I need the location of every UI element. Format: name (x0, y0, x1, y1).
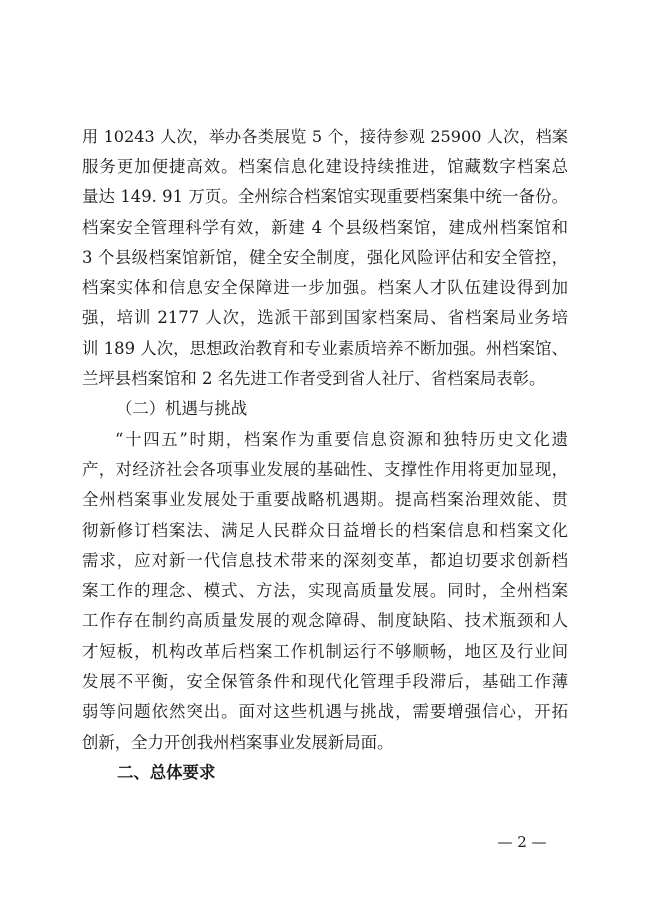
text-line: 发展不平衡，安全保管条件和现代化管理手段滞后，基础工作薄 (82, 672, 568, 691)
text-line: 全州档案事业发展处于重要战略机遇期。提高档案治理效能、贯 (82, 490, 568, 509)
text-line: 兰坪县档案馆和 2 名先进工作者受到省人社厅、省档案局表彰。 (82, 369, 546, 388)
text-line: 彻新修订档案法、满足人民群众日益增长的档案信息和档案文化 (82, 521, 568, 540)
text-line: 量达 149. 91 万页。全州综合档案馆实现重要档案集中统一备份。 (82, 187, 568, 206)
section-heading-opportunities-challenges: （二）机遇与挑战 (116, 399, 248, 418)
text-line: 强，培训 2177 人次，选派干部到国家档案局、省档案局业务培 (82, 308, 568, 327)
text-line: 才短板，机构改革后档案工作机制运行不够顺畅，地区及行业间 (82, 642, 568, 661)
text-line: “十四五”时期，档案作为重要信息资源和独特历史文化遗 (115, 430, 568, 449)
chapter-heading-overall-requirements: 二、总体要求 (117, 763, 216, 782)
text-line: 需求，应对新一代信息技术带来的深刻变革，都迫切要求创新档 (82, 551, 568, 570)
text-line: 用 10243 人次，举办各类展览 5 个，接待参观 25900 人次，档案 (82, 127, 568, 146)
page-number: — 2 — (497, 833, 547, 851)
text-line: 产，对经济社会各项事业发展的基础性、支撑性作用将更加显现， (82, 460, 568, 479)
text-line: 弱等问题依然突出。面对这些机遇与挑战，需要增强信心，开拓 (82, 702, 568, 721)
text-line: 案工作的理念、模式、方法，实现高质量发展。同时，全州档案 (82, 581, 568, 600)
text-line: 工作存在制约高质量发展的观念障碍、制度缺陷、技术瓶颈和人 (82, 611, 568, 630)
text-line: 档案安全管理科学有效，新建 4 个县级档案馆，建成州档案馆和 (82, 218, 568, 237)
text-line: 3 个县级档案馆新馆，健全安全制度，强化风险评估和安全管控， (82, 248, 568, 267)
text-line: 服务更加便捷高效。档案信息化建设持续推进，馆藏数字档案总 (82, 157, 568, 176)
text-line: 创新，全力开创我州档案事业发展新局面。 (82, 733, 394, 752)
text-line: 档案实体和信息安全保障进一步加强。档案人才队伍建设得到加 (82, 278, 568, 297)
text-line: 训 189 人次，思想政治教育和专业素质培养不断加强。州档案馆、 (82, 339, 568, 358)
